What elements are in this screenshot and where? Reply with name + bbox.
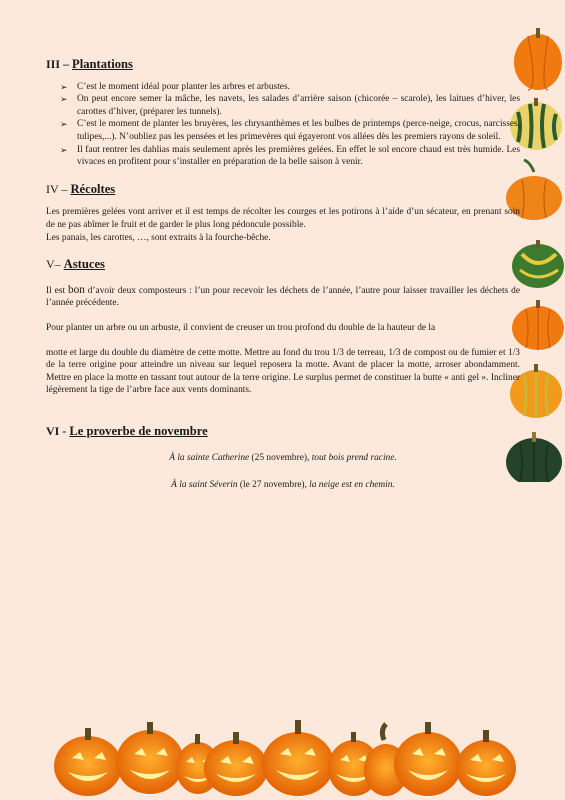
jack-o-lantern-icon xyxy=(262,720,334,796)
section-number: III – xyxy=(46,57,73,71)
plantations-list xyxy=(46,81,520,169)
arrow-bullet-icon: ➢ xyxy=(60,94,68,105)
arrow-bullet-icon: ➢ xyxy=(60,119,68,130)
list-item xyxy=(46,144,520,169)
text-run: d’avoir deux composteurs : l’un pour recevoir les déchets de l’année, l’autre pour laisser travailler les déchets de l’année précédente. xyxy=(46,285,520,309)
main-content xyxy=(46,58,520,492)
text-run: Il est xyxy=(46,285,69,296)
jack-o-lantern-icon xyxy=(456,730,516,796)
list-item xyxy=(46,81,520,94)
list-item-text: C’est le moment de planter les bruyères, les chrysanthèmes et les bulbes de printemps (perce-neige, crocus, narcisses, tulipes,...). N’oubliez pas les pensées et les primevères qui égayeront vos allées dès les premiers rayons de soleil. xyxy=(77,119,520,142)
list-item-text: On peut encore semer la mâche, les navets, les salades d’arrière saison (chicorée – scarole), les laitues d’hiver, les carottes d’hiver, (préparer les tunnels). xyxy=(77,94,520,117)
astuces-paragraph xyxy=(46,284,520,310)
text-run: tout bois prend racine. xyxy=(311,453,397,464)
jack-o-lantern-icon xyxy=(394,722,462,796)
recoltes-paragraph: Les panais, les carottes, …, sont extraits à la fourche-bêche. xyxy=(46,232,271,243)
text-run: (le 27 novembre), xyxy=(237,480,310,491)
section-heading-recoltes xyxy=(46,183,520,196)
list-item xyxy=(46,93,520,118)
section-title: Astuces xyxy=(63,257,105,272)
jack-o-lantern-row-image xyxy=(50,710,520,800)
list-item-text: C’est le moment idéal pour planter les arbres et arbustes. xyxy=(77,81,290,92)
arrow-bullet-icon: ➢ xyxy=(60,81,68,92)
section-number: VI - xyxy=(46,423,70,438)
section-title: Plantations xyxy=(72,57,133,71)
jack-o-lantern-icon xyxy=(54,728,122,796)
proverb-line xyxy=(46,452,520,465)
jack-o-lantern-icon xyxy=(116,722,184,794)
orange-pumpkin-icon xyxy=(514,28,562,90)
section-heading-astuces xyxy=(46,258,520,271)
section-number: V– xyxy=(46,257,64,272)
list-item-text: Il faut rentrer les dahlias mais seulement après les premières gelées. En effet le sol encore chaud est très humide. Les vivaces en profitent pour s’installer en préparation de la belle saison à venir. xyxy=(77,144,520,168)
proverb-line xyxy=(46,479,520,492)
section-heading-proverbe xyxy=(46,425,520,438)
arrow-bullet-icon: ➢ xyxy=(60,144,68,155)
section-number: IV – xyxy=(46,181,71,196)
astuces-paragraph: motte et large du double du diamètre de cette motte. Mettre au fond du trou 1/3 de terreau, 1/3 de compost ou de fumier et 1/3 de la terre origine pour atteindre un niveau sur lequel reposera la motte. Avant de placer la motte, arroser abondamment. Mettre en place la motte en tassant tout autour de la terre origine. Le surplus permet de constituer la butte « anti gel ». Incliner légèrement la tige de l’arbre face aux vents dominants. xyxy=(46,347,520,396)
astuces-paragraph: Pour planter un arbre ou un arbuste, il convient de creuser un trou profond du double de la hauteur de la xyxy=(46,322,436,333)
text-run: bon xyxy=(68,283,85,296)
section-heading-plantations xyxy=(46,58,520,71)
section-title: Récoltes xyxy=(70,181,116,196)
text-run: À la sainte Catherine xyxy=(169,453,250,464)
recoltes-paragraph: Les premières gelées vont arriver et il est temps de récolter les courges et les potirons à l’aide d’un sécateur, en prenant soin de ne pas abîmer le fruit et de garder le plus long pédoncule possible. xyxy=(46,207,520,230)
text-run: (25 novembre), xyxy=(249,453,312,464)
section-title: Le proverbe de novembre xyxy=(69,423,208,438)
list-item xyxy=(46,118,520,143)
text-run: À la saint Séverin xyxy=(171,480,238,491)
jack-o-lantern-icon xyxy=(204,732,268,796)
text-run: la neige est en chemin. xyxy=(309,480,395,491)
